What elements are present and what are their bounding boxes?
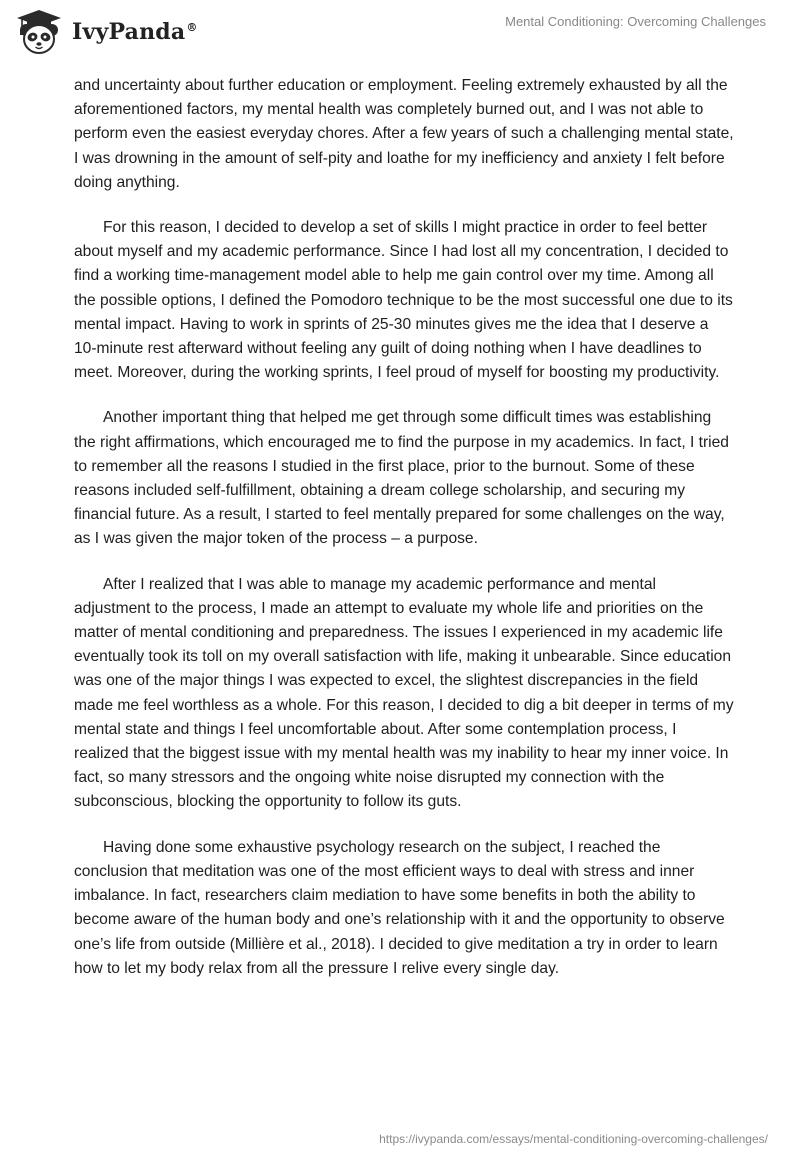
essay-body — [74, 74, 734, 1002]
paragraph: After I realized that I was able to manage my academic performance and mental adjustment to the process, I made an attempt to evaluate my whole life and priorities on the matter of mental conditioning and preparedness. The issues I experienced in my academic life eventually took its toll on my overall satisfaction with life, making it unbearable. Since education was one of the major things I was expected to excel, the slightest discrepancies in the field made me feel worthless as a whole. For this reason, I decided to dig a bit deeper in terms of my mental state and things I feel uncomfortable about. After some contemplation process, I realized that the biggest issue with my mental health was my inability to hear my inner voice. In fact, so many stressors and the ongoing white noise disrupted my connection with the subconscious, blocking the opportunity to follow its guts. — [74, 575, 734, 811]
panda-graduation-cap-icon — [14, 8, 64, 56]
paragraph: For this reason, I decided to develop a set of skills I might practice in order to feel better about myself and my academic performance. Since I had lost all my concentration, I decided to find a working time-management model able to help me gain control over my time. Among all the possible options, I defined the Pomodoro technique to be the most successful one due to its mental impact. Having to work in sprints of 25-30 minutes gives me the idea that I deserve a 10-minute rest afterward without feeling any guilt of doing nothing when I have deadlines to meet. Moreover, during the working sprints, I feel proud of myself for boosting my productivity. — [74, 219, 733, 382]
paragraph: and uncertainty about further education or employment. Feeling extremely exhausted by all the aforementioned factors, my mental health was completely burned out, and I was not able to perform even the easiest everyday chores. After a few years of such a challenging mental state, I was drowning in the amount of self-pity and loathe for my inefficiency and anxiety I felt before doing anything. — [74, 77, 734, 191]
source-url[interactable]: https://ivypanda.com/essays/mental-conditioning-overcoming-challenges/ — [379, 1132, 768, 1146]
page-header — [0, 0, 800, 70]
logo[interactable] — [14, 8, 198, 56]
paragraph: Having done some exhaustive psychology research on the subject, I reached the conclusion that meditation was one of the most efficient ways to deal with stress and inner imbalance. In fact, researchers claim mediation to have some benefits in both the ability to become aware of the human body and one’s relationship with it and the opportunity to observe one’s life from outside (Millière et al., 2018). I decided to give meditation a try in order to learn how to let my body relax from all the pressure I relive every single day. — [74, 838, 725, 977]
paragraph: Another important thing that helped me get through some difficult times was establishing the right affirmations, which encouraged me to find the purpose in my academics. In fact, I tried to remember all the reasons I studied in the first place, prior to the burnout. Some of these reasons included self-fulfillment, obtaining a dream college scholarship, and securing my financial future. As a result, I started to feel mentally prepared for some challenges on the way, as I was given the major token of the process – a purpose. — [74, 409, 729, 548]
logo-text: IvyPanda® — [72, 19, 198, 45]
document-title: Mental Conditioning: Overcoming Challenges — [505, 14, 766, 29]
